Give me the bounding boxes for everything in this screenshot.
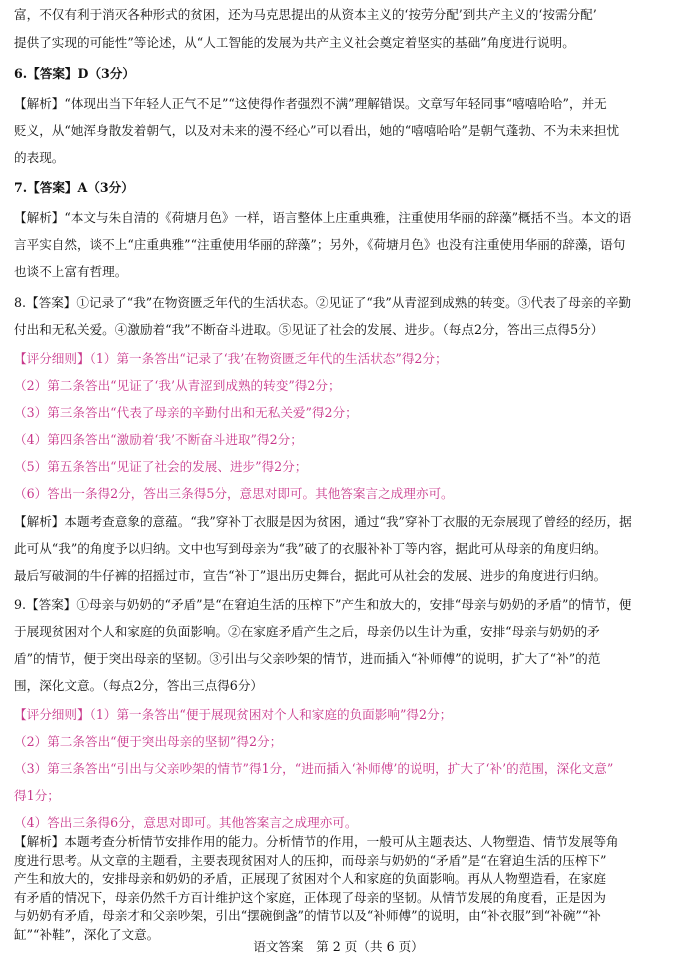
q9-rubric-item: 得1分； — [14, 788, 60, 803]
q8-answer: 8.【答案】①记录了“我”在物资匮乏年代的生活状态。②见证了“我”从青涩到成熟的转变。③代表了母亲的辛勤 — [14, 295, 632, 310]
text-line: 于展现贫困对个人和家庭的负面影响。②在家庭矛盾产生之后，母亲仍以生计为重，安排“母亲与奶奶的矛 — [14, 624, 600, 639]
q8-rubric-item: （4）第四条答出“激励着‘我’不断奋斗进取”得2分； — [14, 432, 303, 447]
q6-analysis: 【解析】“体现出当下年轻人正气不足”“这使得作者强烈不满”理解错误。文章写年轻同事“嘻嘻哈哈”，并无 — [14, 96, 607, 111]
q7-analysis: 【解析】“本文与朱自清的《荷塘月色》一样，语言整体上庄重典雅，注重使用华丽的辞藻”概括不当。本文的语 — [14, 210, 632, 225]
text-line: 言平实自然，谈不上“庄重典雅”“注重使用华丽的辞藻”；另外，《荷塘月色》也没有注重使用华丽的辞藻，语句 — [14, 237, 626, 252]
q8-rubric-item: （3）第三条答出“代表了母亲的辛勤付出和无私关爱”得2分； — [14, 405, 358, 420]
q9-rubric: 【评分细则】（1）第一条答出“便于展现贫困对个人和家庭的负面影响”得2分； — [14, 707, 453, 722]
text-line: 盾”的情节，便于突出母亲的坚韧。③引出与父亲吵架的情节，进而插入“补师傅”的说明，扩大了“补”的范 — [14, 651, 601, 666]
q7-answer: 7.【答案】A（3分） — [14, 180, 134, 195]
text-line: 度进行思考。从文章的主题看，主要表现贫困对人的压抑，而母亲与奶奶的“矛盾”是“在窘迫生活的压榨下” — [14, 852, 607, 868]
q9-analysis: 【解析】本题考查分析情节安排作用的能力。分析情节的作用，一般可从主题表达、人物塑造、情节发展等角 — [14, 834, 619, 849]
q8-analysis: 【解析】本题考查意象的意蕴。“我”穿补丁衣服是因为贫困，通过“我”穿补丁衣服的无奈展现了曾经的经历，据 — [14, 514, 632, 529]
q8-rubric-item: （5）第五条答出“见证了社会的发展、进步”得2分； — [14, 459, 308, 474]
text-line: 产生和放大的，安排母亲和奶奶的矛盾，正展现了贫困对个人和家庭的负面影响。再从人物塑造看，在家庭 — [14, 871, 606, 886]
q8-rubric-item: （2）第二条答出“见证了‘我’从青涩到成熟的转变”得2分； — [14, 378, 341, 393]
q9-rubric-item: （4）答出三条得6分，意思对即可。其他答案言之成理亦可。 — [14, 815, 358, 830]
text-line: 最后写破洞的牛仔裤的招摇过市，宣告“补丁”退出历史舞台，据此可从社会的发展、进步的角度进行归纳。 — [14, 568, 607, 583]
q8-rubric: 【评分细则】（1）第一条答出“记录了‘我’在物资匮乏年代的生活状态”得2分； — [14, 351, 448, 366]
q9-rubric-item: （2）第二条答出“便于突出母亲的坚韧”得2分； — [14, 734, 283, 749]
text-line: 也谈不上富有哲理。 — [14, 264, 128, 279]
text-line: 的表现。 — [14, 150, 65, 165]
text-line: 有矛盾的情况下，母亲仍然千方百计维护这个家庭，正体现了母亲的坚韧。从情节发展的角度看，正是因为 — [14, 889, 606, 905]
text-line: 提供了实现的可能性”等论述，从“人工智能的发展为共产主义社会奠定着坚实的基础”角度进行说明。 — [14, 35, 575, 50]
q6-answer: 6.【答案】D（3分） — [14, 66, 135, 81]
text-line: 付出和无私关爱。④激励着“我”不断奋斗进取。⑤见证了社会的发展、进步。（每点2分，答出三点得5分） — [14, 322, 604, 337]
q8-rubric-item: （6）答出一条得2分，答出三条得5分，意思对即可。其他答案言之成理亦可。 — [14, 486, 454, 501]
text-line: 缸”“补鞋”，深化了文意。 — [14, 926, 160, 942]
q9-rubric-item: （3）第三条答出“引出与父亲吵架的情节”得1分，“进而插入‘补师傅’的说明，扩大了‘补’的范围，深化文意” — [14, 761, 614, 776]
text-line: 与奶奶有矛盾，母亲才和父亲吵架，引出“摆碗倒盏”的情节以及“补师傅”的说明，由“补衣服”到“补碗”“补 — [14, 908, 601, 923]
text-line: 围，深化文意。（每点2分，答出三点得6分） — [14, 678, 264, 693]
q9-answer: 9.【答案】①母亲与奶奶的“矛盾”是“在窘迫生活的压榨下”产生和放大的，安排“母亲与奶奶的矛盾”的情节，便 — [14, 597, 632, 612]
text-line: 富，不仅有利于消灭各种形式的贫困，还为马克思提出的从资本主义的‘按劳分配’到共产主义的‘按需分配’ — [14, 7, 597, 22]
text-line: 此可从“我”的角度予以归纳。文中也写到母亲为“我”破了的衣服补补丁等内容，据此可从母亲的角度归纳。 — [14, 541, 607, 556]
page-footer: 语文答案 第 2 页（共 6 页） — [253, 939, 424, 954]
text-line: 贬义，从“她浑身散发着朝气，以及对未来的漫不经心”可以看出，她的“嘻嘻哈哈”是朝气蓬勃、不为未来担忧 — [14, 123, 620, 138]
